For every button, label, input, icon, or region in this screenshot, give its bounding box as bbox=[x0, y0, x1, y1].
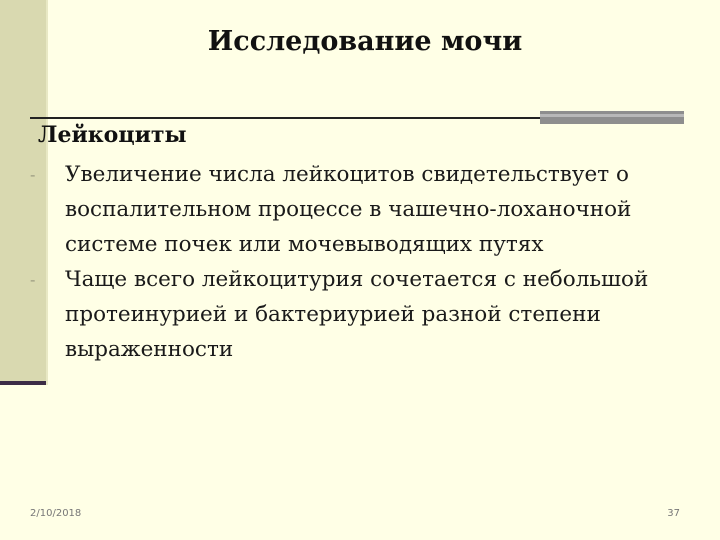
section-heading: Лейкоциты bbox=[38, 122, 187, 148]
bullet-text: Увеличение числа лейкоцитов свидетельствует о воспалительном процессе в чашечно-лоханочной системе почек или мочевыводящих путях bbox=[65, 162, 632, 257]
dash-bullet-icon: - bbox=[30, 270, 36, 289]
title-divider-block bbox=[540, 111, 684, 124]
bullet-item bbox=[30, 262, 670, 367]
dash-bullet-icon: - bbox=[30, 165, 36, 184]
left-bar-shadow bbox=[0, 381, 46, 385]
footer-date: 2/10/2018 bbox=[30, 508, 82, 519]
footer-page-number: 37 bbox=[667, 508, 680, 519]
bullet-item bbox=[30, 157, 670, 262]
bullet-list bbox=[30, 157, 670, 367]
slide-title: Исследование мочи bbox=[207, 26, 523, 57]
bullet-text: Чаще всего лейкоцитурия сочетается с небольшой протеинурией и бактериурией разной степени выраженности bbox=[65, 267, 649, 362]
title-divider-block-highlight bbox=[540, 114, 684, 117]
